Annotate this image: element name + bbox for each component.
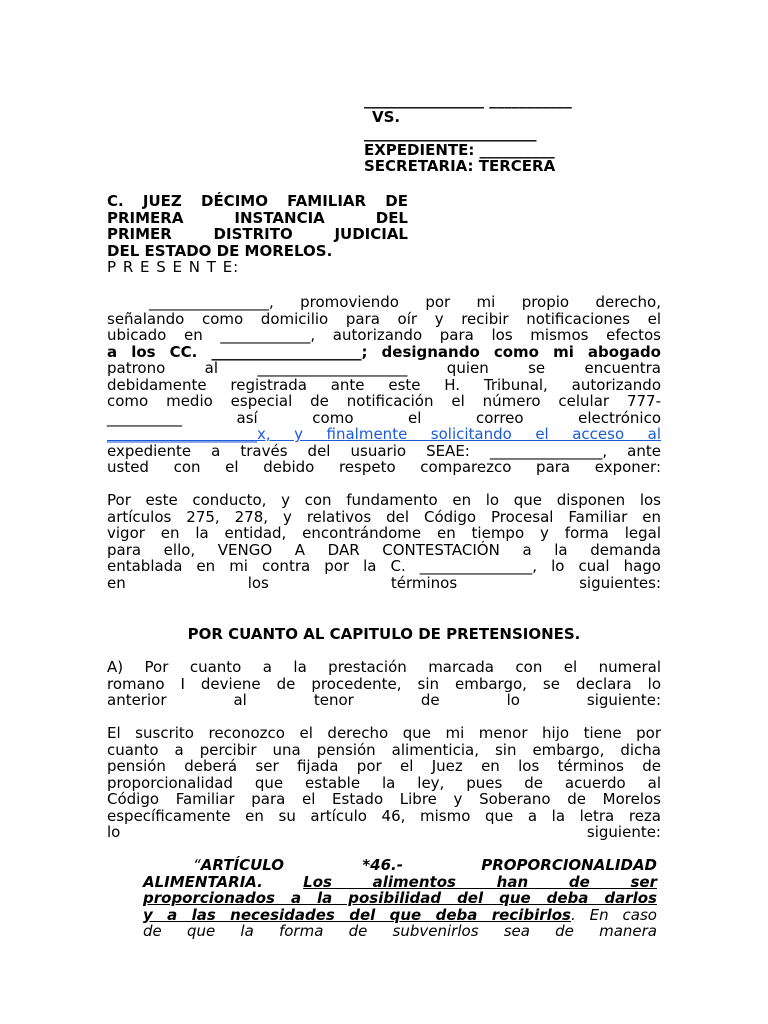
alimony-line: pensión deberá ser fijada por el Juez en los términos de	[107, 757, 661, 775]
quote-line-1	[143, 857, 657, 874]
answer-line: vigor en la entidad, encontrándome en tiempo y forma legal	[107, 524, 661, 542]
article-quote	[143, 857, 657, 940]
intro-line: usted con el debido respeto comparezco para exponer:	[107, 458, 661, 476]
quote-open-mark: “	[193, 856, 201, 874]
second-party-line: _______________________	[364, 124, 537, 142]
vs-label: VS.	[372, 107, 401, 126]
quote-line-5: de que la forma de subvenirlos sea de manera	[143, 922, 657, 940]
answer-line: en los términos siguientes:	[107, 573, 661, 592]
case-caption	[364, 92, 624, 175]
alimony-line: Código Familiar para el Estado Libre y Soberano de Morelos	[107, 790, 661, 808]
answer-line: entablada en mi contra por la C. _______________, lo cual hago	[107, 557, 661, 575]
intro-line: como medio especial de notificación el número celular 777-	[107, 392, 661, 410]
intro-line: patrono al ____________________ quien se encuentra	[107, 359, 661, 377]
quote-underlined-3: y a las necesidades del que deba recibirlos	[143, 905, 571, 924]
alimony-paragraph	[107, 725, 661, 841]
intro-line: __________ así como el correo electrónico	[107, 408, 661, 427]
quote-line-2	[143, 874, 657, 891]
article-heading: ARTÍCULO *46.- PROPORCIONALIDAD	[200, 856, 657, 874]
quote-underlined-1: Los alimentos han de ser	[303, 872, 657, 891]
addressee-block	[107, 193, 408, 276]
intro-paragraph	[107, 294, 661, 476]
quote-line-3	[143, 890, 657, 907]
addressee-line-3: PRIMER DISTRITO JUDICIAL	[107, 225, 408, 243]
quote-continuation: . En caso	[570, 905, 657, 924]
intro-line: expediente a través del usuario SEAE: _______________, ante	[107, 441, 661, 460]
email-link[interactable]: ____________________x, y finalmente solicitando el acceso al	[107, 425, 661, 443]
intro-line: a los CC. ____________________; designando como mi abogado	[107, 342, 661, 361]
addressee-line-1: C. JUEZ DÉCIMO FAMILIAR DE	[107, 192, 408, 210]
item-a-line: anterior al tenor de lo siguiente:	[107, 691, 661, 709]
secretaria-label: SECRETARIA: TERCERA	[364, 157, 556, 175]
alimony-line: proporcionalidad que estable la ley, pues de acuerdo al	[107, 773, 661, 792]
intro-line: ubicado en ____________, autorizando para los mismos efectos	[107, 326, 661, 344]
answer-line: para ello, VENGO A DAR CONTESTACIÓN a la demanda	[107, 540, 661, 559]
item-a-paragraph	[107, 659, 661, 709]
parties-line: ________________ ___________	[364, 91, 572, 109]
quote-underlined-2: proporcionados a la posibilidad del que deba darlos	[143, 889, 657, 907]
intro-line: ________________, promoviendo por mi propio derecho,	[149, 293, 661, 311]
quote-line-4	[143, 907, 657, 924]
addressee-line-4: DEL ESTADO DE MORELOS.	[107, 241, 333, 260]
presente-label: P R E S E N T E:	[107, 258, 240, 276]
answer-paragraph	[107, 492, 661, 591]
intro-line: señalando como domicilio para oír y recibir notificaciones el	[107, 309, 661, 328]
item-a-line: romano I deviene de procedente, sin embargo, se declara lo	[107, 674, 661, 693]
article-subheading: ALIMENTARIA.	[143, 872, 263, 891]
answer-line: artículos 275, 278, y relativos del Código Procesal Familiar en	[107, 507, 661, 526]
alimony-line: cuanto a percibir una pensión alimenticia, sin embargo, dicha	[107, 740, 661, 759]
alimony-line: El suscrito reconozco el derecho que mi menor hijo tiene por	[107, 724, 661, 742]
addressee-line-2: PRIMERA INSTANCIA DEL	[107, 208, 408, 227]
alimony-line: lo siguiente:	[107, 823, 661, 841]
expediente-label: EXPEDIENTE: __________	[364, 140, 555, 159]
alimony-line: específicamente en su artículo 46, mismo que a la letra reza	[107, 806, 661, 825]
item-a-line: A) Por cuanto a la prestación marcada con el numeral	[107, 658, 661, 676]
answer-line: Por este conducto, y con fundamento en lo que disponen los	[107, 491, 661, 509]
intro-line: debidamente registrada ante este H. Tribunal, autorizando	[107, 375, 661, 394]
section-title: POR CUANTO AL CAPITULO DE PRETENSIONES.	[187, 625, 581, 643]
